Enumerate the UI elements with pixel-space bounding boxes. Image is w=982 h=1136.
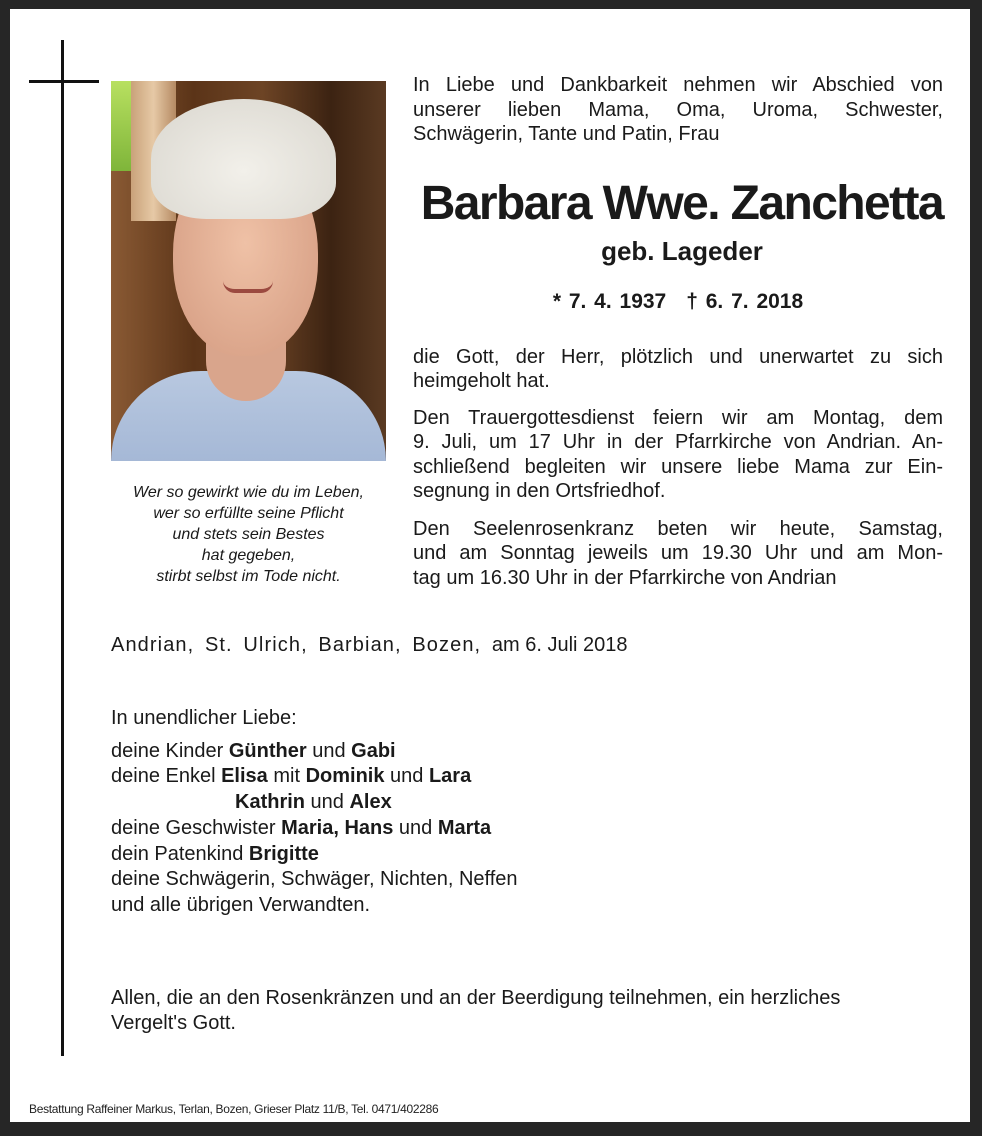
deceased-name: Barbara Wwe. Zanchetta: [420, 177, 943, 230]
places: Andrian, St. Ulrich, Barbian, Bozen,: [111, 634, 482, 656]
birth-date: * 7. 4. 1937: [552, 290, 667, 313]
text-fragment: deine Geschwister: [111, 816, 282, 839]
text-fragment: Gabi: [351, 739, 396, 762]
text-fragment: Marta: [437, 816, 492, 839]
text-line: segnung in den Ortsfriedhof.: [413, 479, 666, 502]
cross-icon-horizontal: [29, 80, 99, 83]
poem-line: stirbt selbst im Tode nicht.: [156, 568, 341, 585]
mourners-children: [111, 739, 518, 765]
mourners-godchild: [111, 842, 518, 868]
text-fragment: und: [393, 816, 438, 839]
text-fragment: Kathrin: [235, 791, 305, 814]
text-fragment: Brigitte: [248, 842, 319, 865]
text-fragment: Günther: [228, 739, 307, 762]
mourners-list: [111, 706, 518, 919]
maiden-name: geb. Lageder: [601, 236, 763, 266]
text-line: 9. Juli, um 17 Uhr in der Pfarrkirche von Andrian. An-: [413, 431, 943, 454]
text-fragment: Alex: [349, 791, 392, 814]
funeral-home-footer: Bestattung Raffeiner Markus, Terlan, Bozen, Grieser Platz 11/B, Tel. 0471/402286: [29, 1102, 439, 1116]
mourners-siblings: [111, 816, 518, 842]
text-fragment: und: [305, 791, 350, 814]
poem-line: hat gegeben,: [201, 547, 296, 564]
mourners-grandchildren: [111, 764, 518, 790]
mourners-grandchildren-2: [111, 790, 518, 816]
paragraph-2: [413, 406, 943, 503]
thanks-line: Allen, die an den Rosenkränzen und an der Beerdigung teilnehmen, ein herzliches: [111, 987, 841, 1009]
thanks-text: [111, 986, 944, 1036]
poem-line: und stets sein Bestes: [172, 526, 325, 543]
text-fragment: Dominik: [305, 765, 385, 788]
text-fragment: Elisa: [221, 765, 268, 788]
text-fragment: deine Kinder: [111, 739, 229, 762]
text-fragment: Lara: [428, 765, 472, 788]
poem-line: Wer so gewirkt wie du im Leben,: [133, 484, 364, 501]
memorial-poem: [101, 482, 396, 587]
text-fragment: und: [384, 765, 429, 788]
text-line: Den Seelenrosenkranz beten wir heute, Samstag,: [413, 518, 943, 540]
death-date: † 6. 7. 2018: [686, 290, 804, 313]
mourners-inlaws: deine Schwägerin, Schwäger, Nichten, Neffen: [111, 868, 518, 891]
mourners-heading: In unendlicher Liebe:: [111, 707, 297, 729]
intro-line: In Liebe und Dankbarkeit nehmen wir Abschied von: [413, 74, 943, 96]
portrait-photo: [111, 81, 386, 461]
text-fragment: und: [306, 739, 352, 762]
paragraph-1: [413, 345, 943, 394]
text-line: heimgeholt hat.: [413, 370, 550, 393]
text-fragment: Maria, Hans: [281, 816, 394, 839]
text-line: tag um 16.30 Uhr in der Pfarrkirche von Andrian: [413, 566, 837, 589]
poem-line: wer so erfüllte seine Pflicht: [153, 505, 344, 522]
life-dates: [413, 290, 943, 314]
intro-text: [413, 73, 943, 147]
text-fragment: deine Enkel: [111, 765, 222, 788]
text-line: schließend begleiten wir unsere liebe Mama zur Ein-: [413, 455, 943, 478]
intro-line: unserer lieben Mama, Oma, Uroma, Schwester,: [413, 98, 943, 121]
intro-line: Schwägerin, Tante und Patin, Frau: [413, 123, 720, 145]
text-line: Den Trauergottesdienst feiern wir am Montag, dem: [413, 407, 943, 429]
paragraph-3: [413, 517, 943, 590]
text-fragment: dein Patenkind: [111, 842, 249, 865]
notice-date: am 6. Juli 2018: [491, 634, 628, 656]
cross-icon-vertical: [61, 40, 64, 1056]
thanks-line: Vergelt's Gott.: [111, 1012, 236, 1034]
text-line: die Gott, der Herr, plötzlich und unerwartet zu sich: [413, 346, 943, 368]
mourners-relatives: und alle übrigen Verwandten.: [111, 893, 371, 916]
text-line: und am Sonntag jeweils um 19.30 Uhr und am Mon-: [413, 542, 943, 565]
text-fragment: mit: [267, 765, 306, 788]
place-date-line: [111, 634, 628, 657]
